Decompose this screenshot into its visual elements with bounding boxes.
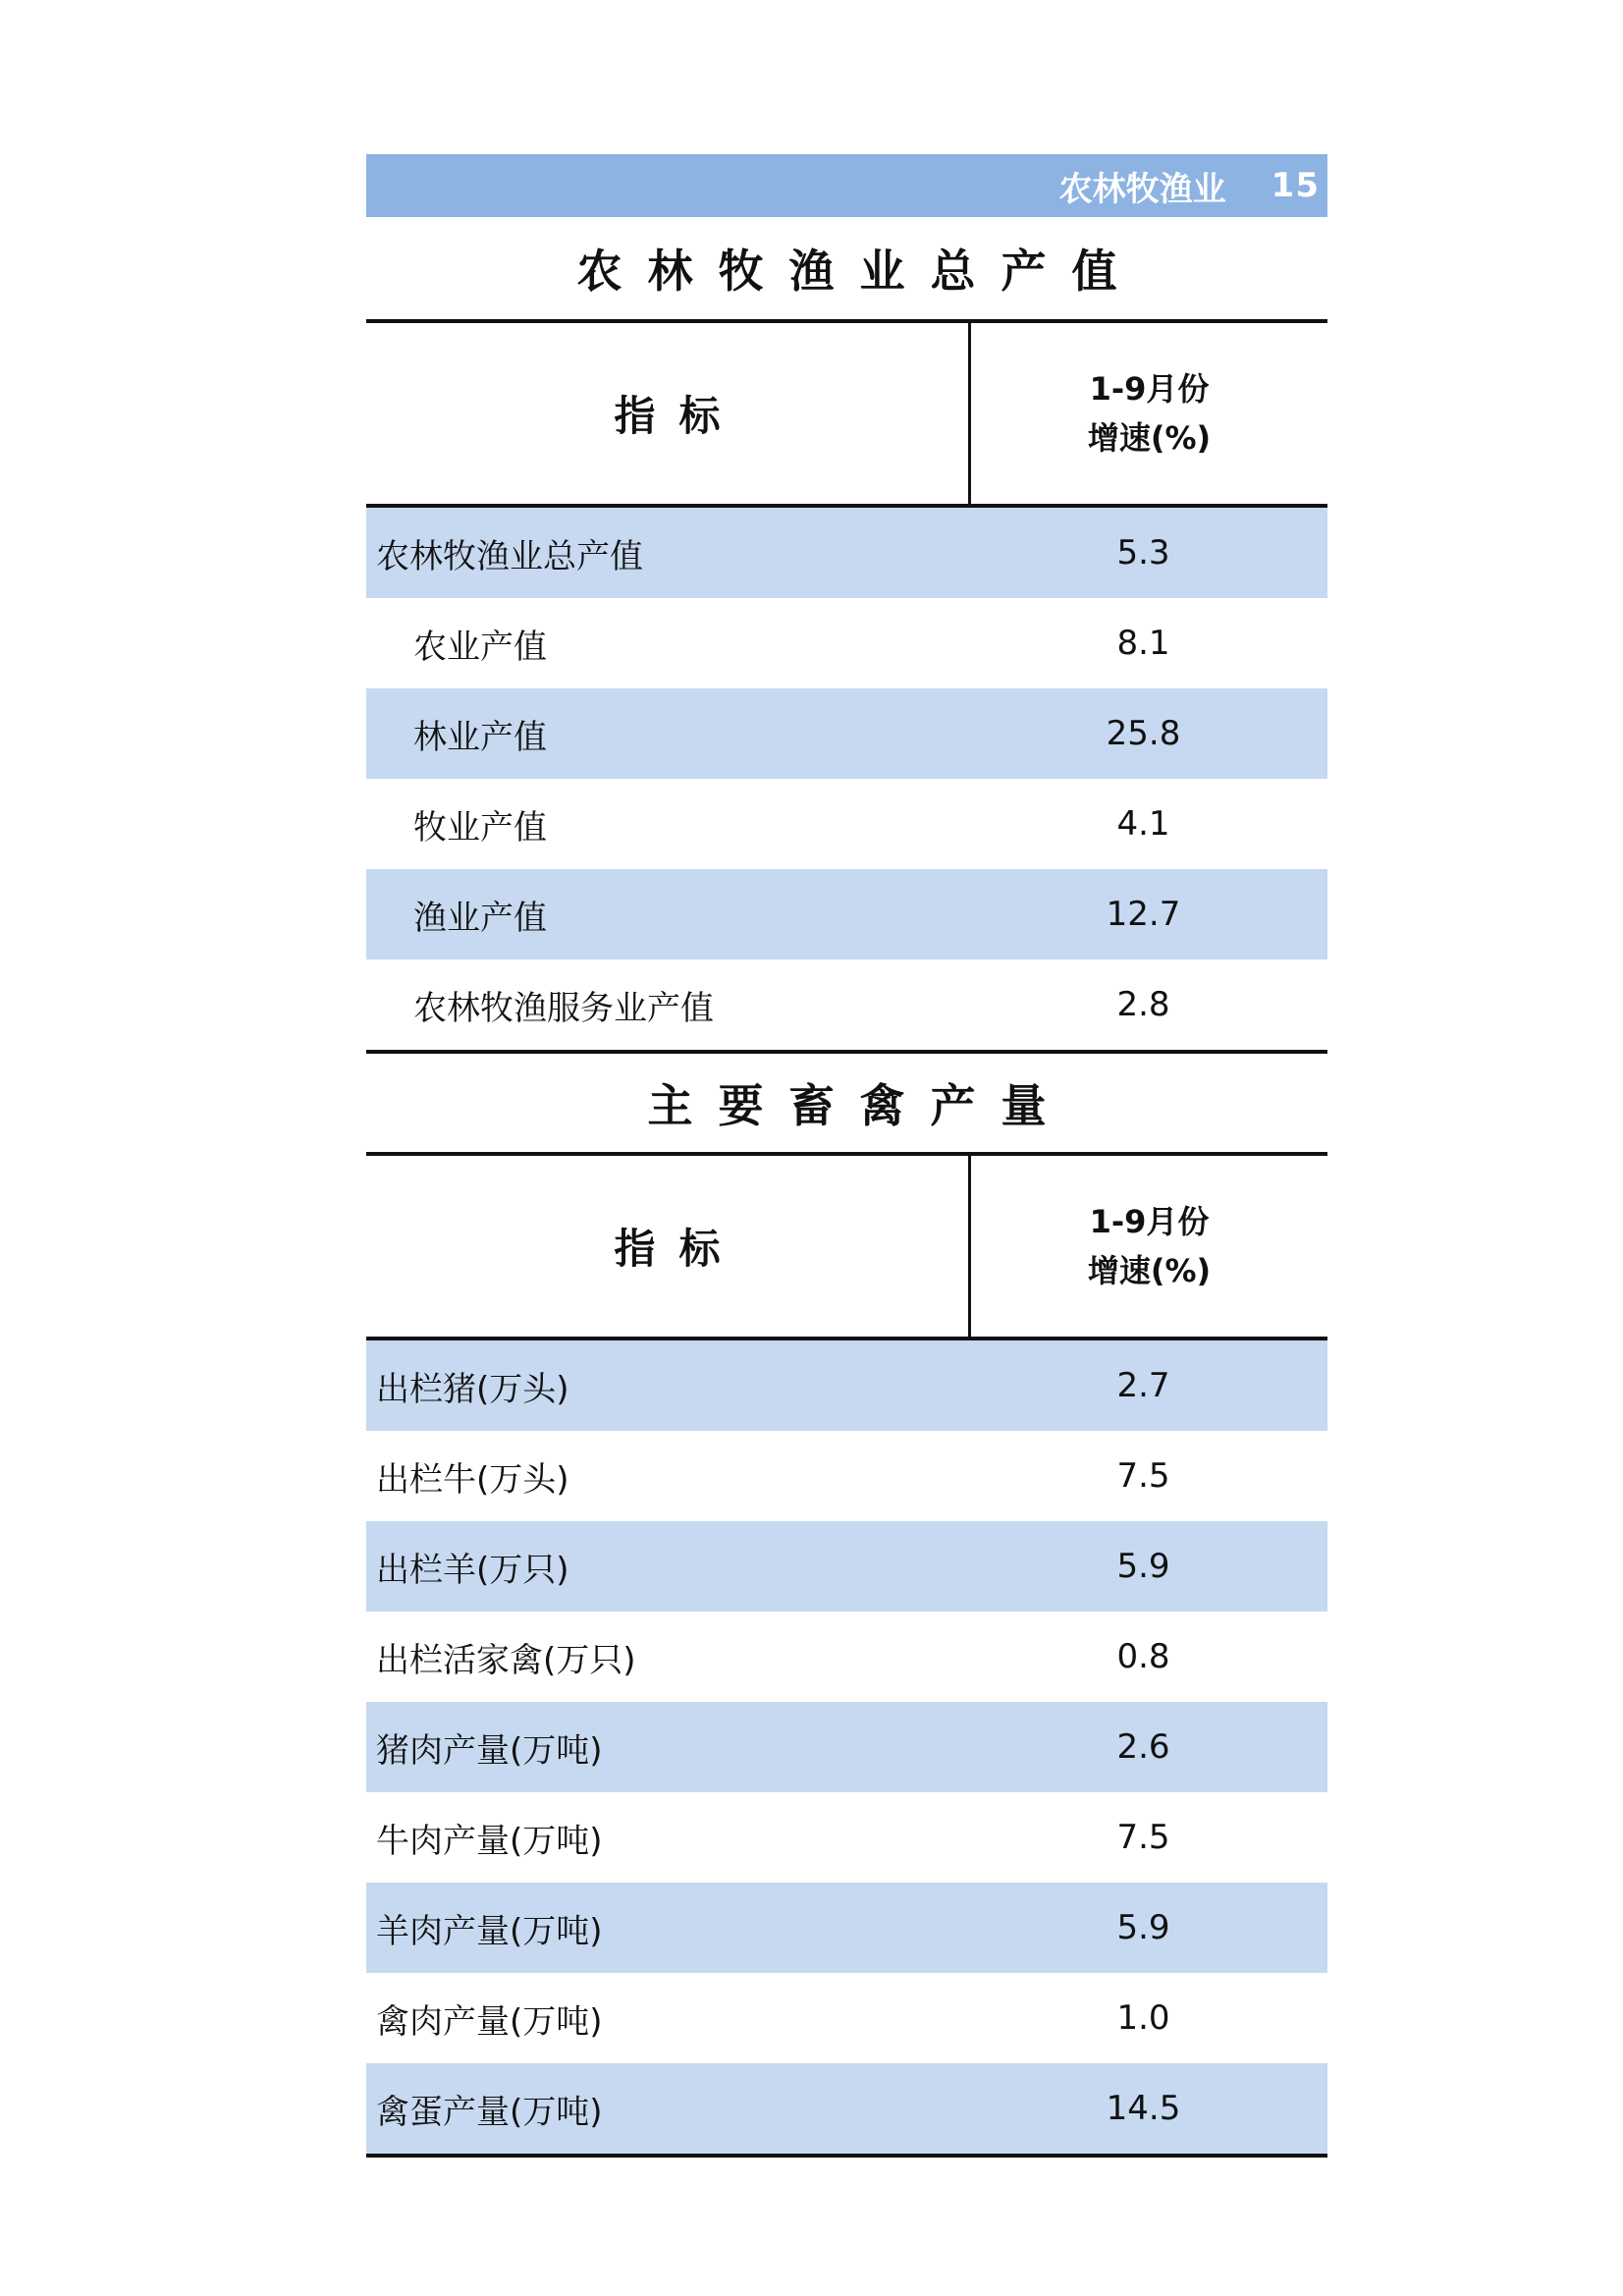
table-header [366, 1156, 1327, 1340]
page [366, 154, 1327, 2158]
table-row [366, 1431, 1327, 1521]
row-label: 出栏羊(万只) [376, 1550, 569, 1590]
output-value-table [366, 319, 1327, 1054]
table-row [366, 1340, 1327, 1431]
row-value: 7.5 [1116, 1818, 1170, 1857]
row-value: 8.1 [1116, 624, 1170, 663]
row-value: 4.1 [1116, 804, 1170, 844]
row-value: 2.7 [1116, 1366, 1170, 1405]
row-label: 牛肉产量(万吨) [376, 1821, 603, 1861]
table-row [366, 1883, 1327, 1973]
table-row [366, 869, 1327, 959]
row-value: 0.8 [1116, 1637, 1170, 1676]
growth-header [971, 323, 1327, 504]
row-value: 7.5 [1116, 1456, 1170, 1496]
row-value: 2.8 [1116, 985, 1170, 1024]
row-label: 羊肉产量(万吨) [376, 1911, 603, 1951]
table-row [366, 688, 1327, 779]
row-label: 农业产值 [413, 627, 547, 667]
growth-header-period: 1-9月份 [1089, 1203, 1210, 1240]
row-value: 25.8 [1106, 714, 1181, 753]
table-row [366, 2063, 1327, 2154]
row-value: 1.0 [1116, 1998, 1170, 2038]
table-row [366, 779, 1327, 869]
indicator-header: 指标 [366, 1156, 971, 1337]
table-row [366, 959, 1327, 1050]
table1-title: 农林牧渔业总产值 [576, 245, 1143, 298]
table-row [366, 1973, 1327, 2063]
table-row [366, 1521, 1327, 1612]
row-label: 猪肉产量(万吨) [376, 1730, 603, 1771]
table-row [366, 1612, 1327, 1702]
row-label: 出栏活家禽(万只) [376, 1640, 636, 1680]
table-header [366, 323, 1327, 508]
indicator-header: 指标 [366, 323, 971, 504]
growth-header-unit: 增速(%) [1087, 419, 1212, 457]
table-row [366, 598, 1327, 688]
section-name: 农林牧渔业 [1058, 169, 1226, 209]
row-label: 渔业产值 [413, 898, 547, 938]
table-row [366, 1792, 1327, 1883]
row-label: 禽蛋产量(万吨) [376, 2092, 603, 2132]
row-label: 林业产值 [413, 717, 547, 757]
row-label: 禽肉产量(万吨) [376, 2001, 603, 2042]
row-value: 5.9 [1116, 1547, 1170, 1586]
row-label: 农林牧渔服务业产值 [413, 988, 714, 1028]
growth-header-period: 1-9月份 [1089, 370, 1210, 408]
page-number: 15 [1271, 166, 1320, 205]
row-value: 12.7 [1106, 895, 1181, 934]
growth-header-unit: 增速(%) [1087, 1252, 1212, 1289]
section-header-bar [366, 154, 1327, 217]
row-label: 农林牧渔业总产值 [376, 536, 643, 576]
row-value: 14.5 [1106, 2089, 1181, 2128]
row-value: 5.3 [1116, 533, 1170, 573]
row-label: 牧业产值 [413, 807, 547, 847]
row-label: 出栏猪(万头) [376, 1369, 569, 1409]
row-value: 2.6 [1116, 1727, 1170, 1767]
table-row [366, 1702, 1327, 1792]
growth-header [971, 1156, 1327, 1337]
table-row [366, 508, 1327, 598]
table2-title: 主要畜禽产量 [647, 1079, 1072, 1132]
livestock-output-table [366, 1152, 1327, 2158]
row-label: 出栏牛(万头) [376, 1459, 569, 1500]
row-value: 5.9 [1116, 1908, 1170, 1947]
